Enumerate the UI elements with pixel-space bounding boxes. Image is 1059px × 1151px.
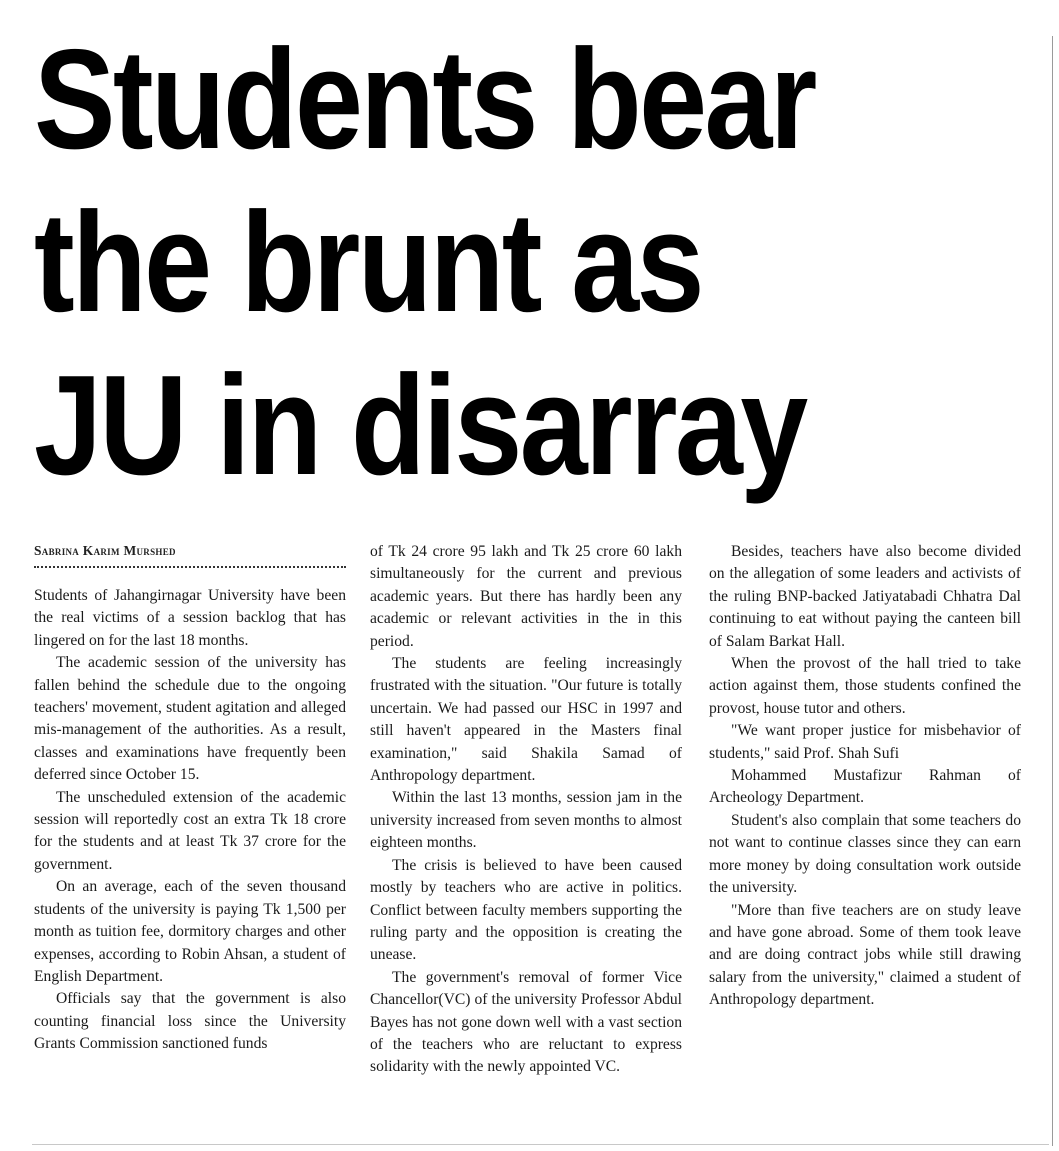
paragraph: Besides, teachers have also become divided on the allegation of some leaders and activists of the ruling BNP-backed Jatiyatabadi Chhatra Dal continuing to eat without paying the canteen bill of Salam Barkat Hall. bbox=[709, 543, 1021, 650]
paragraph: The crisis is believed to have been caused mostly by teachers who are active in politics. Conflict between faculty members supporting the ruling party and the opposition is creating the unease. bbox=[370, 856, 682, 964]
byline-dotted-divider bbox=[34, 566, 346, 568]
paragraph: "More than five teachers are on study leave and have gone abroad. Some of them took leave and are doing contract jobs while still drawing salary from the university," claimed a student of Anthropology department. bbox=[709, 901, 1021, 1009]
paragraph: "We want proper justice for misbehavior of students," said Prof. Shah Sufi bbox=[709, 722, 1021, 762]
headline-line-1: Students bear bbox=[34, 20, 815, 179]
article-column-2 bbox=[370, 541, 682, 1079]
paragraph: of Tk 24 crore 95 lakh and Tk 25 crore 60 lakh simultaneously for the current and previous academic years. But there has hardly been any academic or relevant activities in the in this period. bbox=[370, 543, 682, 650]
paragraph: The government's removal of former Vice Chancellor(VC) of the university Professor Abdul Bayes has not gone down well with a vast section of the teachers who are reluctant to express solidarity with the newly appointed VC. bbox=[370, 968, 682, 1076]
paragraph: Within the last 13 months, session jam in the university increased from seven months to almost eighteen months. bbox=[370, 789, 682, 852]
headline-line-3: JU in disarray bbox=[34, 346, 806, 505]
paragraph: Officials say that the government is also counting financial loss since the University Grants Commission sanctioned funds bbox=[34, 990, 346, 1053]
paragraph: The students are feeling increasingly frustrated with the situation. "Our future is totally uncertain. We had passed our HSC in 1997 and still haven't appeared in the Masters final examination," said Shakila Samad of Anthropology department. bbox=[370, 655, 682, 785]
headline bbox=[34, 18, 903, 507]
paragraph: Students of Jahangirnagar University have been the real victims of a session backlog that has lingered on for the last 18 months. bbox=[34, 587, 346, 649]
paragraph: On an average, each of the seven thousand students of the university is paying Tk 1,500 per month as tuition fee, dormitory charges and other expenses, according to Robin Ahsan, a student of English Department. bbox=[34, 878, 346, 985]
paragraph: When the provost of the hall tried to take action against them, those students confined the provost, house tutor and others. bbox=[709, 655, 1021, 717]
article-column-1 bbox=[34, 585, 346, 1056]
article-column-3 bbox=[709, 541, 1021, 1012]
bottom-page-rule bbox=[32, 1144, 1049, 1145]
paragraph: The unscheduled extension of the academic session will reportedly cost an extra Tk 18 crore for the students and at least Tk 37 crore for the government. bbox=[34, 788, 346, 873]
right-column-rule bbox=[1052, 36, 1053, 1146]
paragraph: The academic session of the university has fallen behind the schedule due to the ongoing teachers' movement, student agitation and alleged mis-management of the authorities. As a result, classes and examinations have frequently been deferred since October 15. bbox=[34, 654, 346, 784]
paragraph: Student's also complain that some teachers do not want to continue classes since they can earn more money by doing consultation work outside the university. bbox=[709, 811, 1021, 897]
paragraph: Mohammed Mustafizur Rahman of Archeology Department. bbox=[709, 767, 1021, 807]
byline: Sabrina Karim Murshed bbox=[34, 543, 176, 558]
headline-line-2: the brunt as bbox=[34, 183, 702, 342]
